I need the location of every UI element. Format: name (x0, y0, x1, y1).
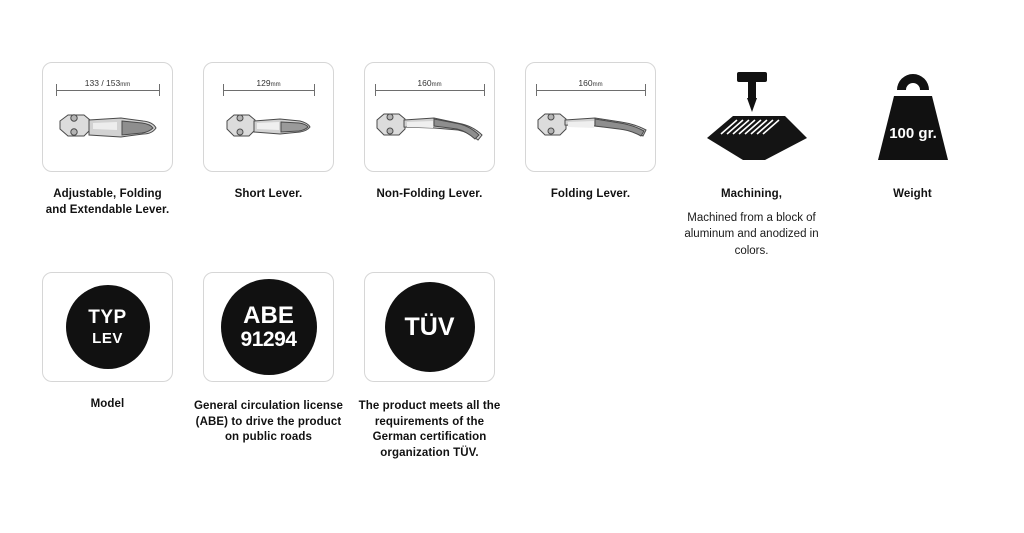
model-badge-line1: TYP (88, 307, 127, 328)
dimension-line (375, 90, 485, 91)
spec-subcaption: General circulation license (ABE) to drive the product on public roads (193, 400, 344, 444)
dimension-tick-right (159, 84, 160, 96)
abe-badge-line1: ABE (243, 302, 294, 329)
model-badge-line2: LEV (92, 330, 123, 347)
dimension-annotation (56, 79, 160, 95)
spec-caption: Adjustable, Folding and Extendable Lever. (45, 188, 170, 216)
spec-item-tuv-certification (358, 272, 501, 461)
dimension-tick-left (375, 84, 376, 96)
dimension-value: 160 (578, 78, 593, 88)
spec-item-non-folding-lever (364, 62, 495, 203)
spec-item-folding-lever (525, 62, 656, 203)
dimension-annotation (375, 79, 485, 95)
lever-icon (43, 101, 172, 161)
spec-subcaption: The product meets all the requirements of the German certification organization TÜV. (358, 400, 501, 459)
abe-badge-frame (203, 272, 334, 382)
weight-illustration-frame (847, 62, 978, 172)
dimension-line (56, 90, 160, 91)
lever-illustration-frame (42, 62, 173, 172)
tuv-badge-line1: TÜV (404, 312, 455, 341)
spec-caption: Short Lever. (234, 188, 303, 200)
spec-row-top (42, 62, 978, 260)
spec-item-weight (847, 62, 978, 203)
spec-caption: Machining, (720, 188, 783, 200)
dimension-annotation (223, 79, 315, 95)
dimension-value: 129 (256, 78, 271, 88)
dimension-line (536, 90, 646, 91)
spec-caption: Folding Lever. (550, 188, 631, 200)
spec-row-bottom (42, 272, 501, 461)
weight-icon (847, 66, 978, 170)
dimension-label (574, 78, 606, 88)
spec-item-abe-certification (193, 272, 344, 446)
lever-icon (204, 101, 333, 161)
lever-illustration-frame (525, 62, 656, 172)
model-badge-frame (42, 272, 173, 382)
dimension-unit: mm (431, 82, 442, 88)
dimension-value: 133 / 153 (84, 78, 121, 88)
dimension-line (223, 90, 315, 91)
dimension-unit: mm (592, 82, 603, 88)
tuv-badge-icon (385, 282, 475, 372)
dimension-label (252, 78, 284, 88)
dimension-tick-right (314, 84, 315, 96)
caption-block (679, 172, 825, 260)
dimension-tick-left (223, 84, 224, 96)
caption-block (42, 382, 173, 413)
caption-block (355, 382, 505, 461)
cnc-milling-icon (686, 70, 817, 170)
lever-illustration-frame (364, 62, 495, 172)
abe-badge-icon (221, 279, 317, 375)
caption-block (364, 172, 495, 203)
tuv-badge-frame (364, 272, 495, 382)
machining-illustration-frame (686, 62, 817, 172)
spec-item-model (42, 272, 173, 413)
dimension-annotation (536, 79, 646, 95)
lever-icon (365, 101, 494, 161)
spec-item-machining (686, 62, 817, 260)
dimension-unit: mm (270, 82, 281, 88)
spec-item-adjustable-folding-extendable-lever (42, 62, 173, 218)
spec-caption: Weight (893, 188, 932, 200)
caption-block (42, 172, 173, 218)
dimension-unit: mm (120, 82, 131, 88)
dimension-tick-right (484, 84, 485, 96)
dimension-value: 160 (417, 78, 432, 88)
spec-item-short-lever (203, 62, 334, 203)
caption-block (525, 172, 656, 203)
lever-icon (526, 101, 655, 161)
lever-illustration-frame (203, 62, 334, 172)
caption-block (847, 172, 978, 203)
dimension-label (81, 78, 134, 88)
abe-badge-line2: 91294 (240, 328, 297, 351)
dimension-tick-left (56, 84, 57, 96)
spec-caption: Model (90, 398, 125, 410)
dimension-tick-left (536, 84, 537, 96)
spec-subcaption: Machined from a block of aluminum and anodized in colors. (684, 211, 819, 257)
dimension-label (413, 78, 445, 88)
caption-block (203, 172, 334, 203)
model-badge-icon (66, 285, 150, 369)
spec-caption: Non-Folding Lever. (376, 188, 483, 200)
weight-badge-text: 100 gr. (888, 125, 937, 142)
dimension-tick-right (645, 84, 646, 96)
caption-block (194, 382, 344, 446)
